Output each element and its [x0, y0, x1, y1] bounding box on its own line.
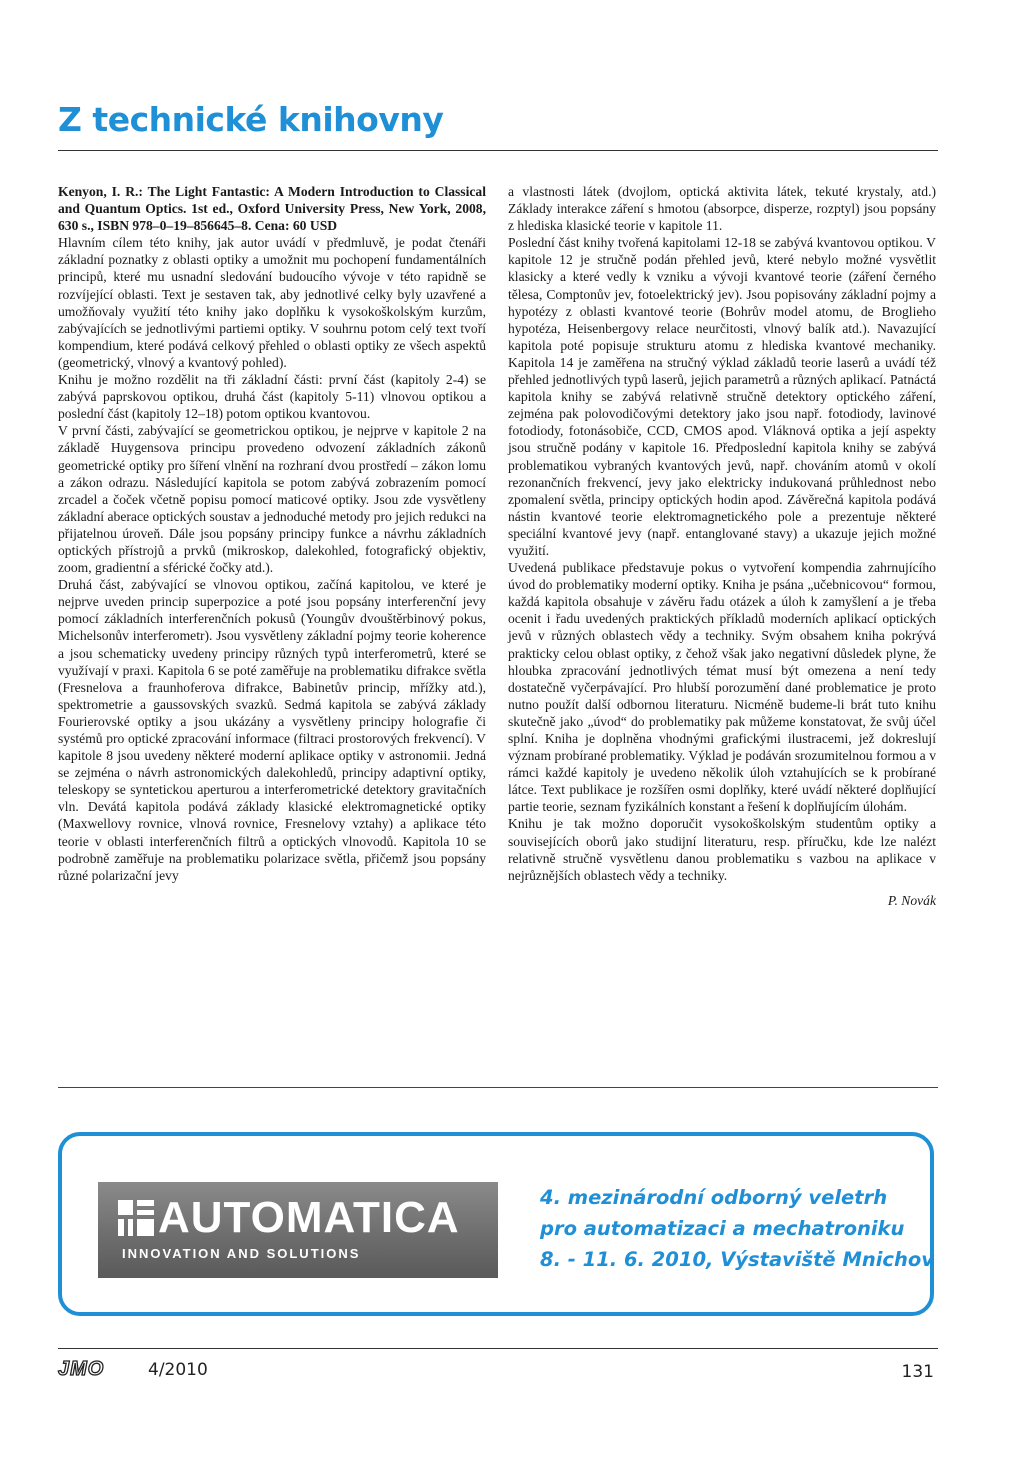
title-divider — [58, 150, 938, 151]
review-column-right — [508, 183, 936, 909]
advert-line: 8. - 11. 6. 2010, Výstaviště Mnichov — [540, 1248, 934, 1271]
logo-tagline: INNOVATION AND SOLUTIONS — [122, 1246, 361, 1261]
logo-name: AUTOMATICA — [158, 1193, 460, 1242]
review-paragraph: a vlastnosti látek (dvojlom, optická aktivita látek, tekuté krystaly, atd.) Základy interakce záření s hmotou (absorpce, disperze, rozptyl) jsou popsány z hlediska klasické teorie v kapitole 11. — [508, 184, 936, 234]
review-paragraph: Knihu je tak možno doporučit vysokoškolským studentům optiky a souvisejících oborů jako studijní literaturu, resp. příručku, kde lze nalézt relativně stručně vysvětlenu danou problematiku s vazbou na aplikace v nejrůznějších oblastech vědy a techniky. — [508, 816, 936, 883]
review-paragraph: Knihu je možno rozdělit na tři základní části: první část (kapitoly 2-4) se zabývá paprskovou optikou, druhá část (kapitoly 5-11) vlnovou optikou a poslední část (kapitoly 12–18) potom optikou kvantovou. — [58, 372, 486, 422]
review-column-left — [58, 183, 486, 884]
automatica-logo — [98, 1182, 498, 1278]
footer-divider — [58, 1348, 938, 1349]
review-author: P. Novák — [887, 892, 936, 908]
review-paragraph: V první části, zabývající se geometrickou optikou, je nejprve v kapitole 2 na základě Huygensova principu provedeno odvození základních zákonů geometrické optiky pro šíření vlnění na rozhraní dvou prostředí – zákon lomu a zákon odrazu. Následující kapitola se potom zabývá zobrazením pomocí zrcadel a čoček včetně popisu pomocí maticové optiky. Jsou zde vysvětleny základní aberace optických soustav a jednoduché metody pro jejich redukci na přijatelnou úroveň. Dále jsou popsány principy funkce a návrhu základních optických přístrojů a prvků (mikroskop, dalekohled, fotografický objektiv, zoom, gradientní a sférické čočky atd.). — [58, 423, 486, 576]
review-paragraph: Druhá část, zabývající se vlnovou optikou, začíná kapitolou, ve které je nejprve uveden princip superpozice a poté jsou popsány interferenční jevy pomocí základních interferenčních pokusů (Youngův dvouštěrbinový pokus, Michelsonův interferometr). Jsou vysvětleny základní pojmy teorie koherence a jsou schematicky uvedeny principy různých typů interferometrů, které se využívají v praxi. Kapitola 6 se poté zaměřuje na problematiku difrakce světla (Fresnelova a fraunhoferova difrakce, Babinetův princip, mřížky atd.), spektrometrie a gaussovských svazků. Sedmá kapitola se zabývá základy Fourierovské optiky a jsou ukázány a vysvětleny principy holografie či systémů pro optické zpracování informace (filtraci prostorových frekvencí). V kapitole 8 jsou uvedeny některé moderní aplikace optiky v astronomii. Jedná se zejména o návrh astronomických dalekohledů, principy adaptivní optiky, teleskopy se syntetickou aperturou a interferometrické detektory gravitačních vln. Devátá kapitola podává základy klasické elektromagnetické optiky (Maxwellovy rovnice, vlnová rovnice, Fresnelovy vztahy) a aplikace této teorie v oblasti interferenčních filtrů a optických vlnovodů. Kapitola 10 se podrobně zaměřuje na problematiku polarizace světla, přičemž jsou popsány různé polarizační jevy — [58, 577, 486, 883]
logo-grid-icon — [118, 1200, 154, 1236]
advert-line: pro automatizaci a mechatroniku — [540, 1217, 905, 1240]
advert-divider — [58, 1087, 938, 1088]
review-paragraph: Hlavním cílem této knihy, jak autor uvádí v předmluvě, je podat čtenáři základní poznatky z oblasti optiky a umožnit mu pochopení fundamentálních principů, které mu usnadní sledování budoucího vývoje v této rapidně se rozvíjející oblasti. Text je sestaven tak, aby jednotlivé celky byly uzavřené a umožňovaly využití této knihy jako doplňku k vysokoškolským kurzům, zabývajících se jednotlivými partiemi optiky. V souhrnu potom celý text tvoří kompendium, které podává celkový přehled o oblasti optiky ze všech aspektů (geometrický, vlnový a kvantový pohled). — [58, 235, 486, 370]
advert-line: 4. mezinárodní odborný veletrh — [540, 1186, 888, 1209]
review-paragraph: Poslední část knihy tvořená kapitolami 12-18 se zabývá kvantovou optikou. V kapitole 12 je stručně podán přehled jevů, které nebylo možné vysvětlit klasicky a které vedly k vzniku a vývoji kvantové teorie (záření černého tělesa, Comptonův jev, fotoelektrický jev). Jsou popisovány základní pojmy a hypotézy z oblasti kvantové teorie (Bohrův model atomu, de Broglieho hypotéza, Heisenbergovy relace neurčitosti, vlnový balík atd.). Navazující kapitola poté popisuje strukturu atomu z hlediska kvantové mechaniky. Kapitola 14 je zaměřena na stručný výklad základů teorie laserů a uvádí též přehled jednotlivých typů laserů, jejich parametrů a různých aplikací. Patnáctá kapitola knihy se zabývá relativně stručně detektory optického záření, zejména pak polovodičovými detektory jako jsou např. fotodiody, lavinové fotodiody, fotonásobiče, CCD, CMOS apod. Vláknová optika a její aspekty jsou stručně podány v kapitole 16. Předposlední kapitola knihy se zabývá problematikou vybraných kvantových jevů, např. chováním atomů v okolí rezonančních frekvencí, jevy jako elektricky indukovaná průhlednost nebo zpomalení světla, principy optických hodin apod. Závěrečná kapitola podává nástin kvantové teorie elektromagnetického pole a prezentuje některé speciální kvantové jevy (např. entanglované stavy) a ukazuje jejich možné využití. — [508, 235, 936, 558]
advert-text — [540, 1182, 934, 1275]
advert-banner — [58, 1132, 934, 1316]
issue-number: 4/2010 — [148, 1360, 208, 1380]
review-paragraph: Uvedená publikace představuje pokus o vytvoření kompendia zahrnujícího úvod do problematiky moderní optiky. Kniha je psána „učebnicovou“ formou, každá kapitola obsahuje v závěru řadu otázek a úloh k zamyšlení a je třeba ocenit i řadu uvedených praktických příkladů moderních aplikací optických jevů v různých oblastech vědy a techniky. Svým obsahem kniha pokrývá prakticky celou oblast optiky, z čehož však jako negativní důsledek plyne, že hloubka zpracování jednotlivých témat musí být omezena a není tedy dostatečně vyčerpávající. Pro hlubší porozumění dané problematice je proto nutno použít další odbornou literaturu. Nicméně budeme-li brát tuto knihu skutečně jako „úvod“ do problematiky pak můžeme konstatovat, že svůj účel splní. Kniha je doplněna vhodnými grafickými ilustracemi, jež dokreslují význam probírané problematiky. Výklad je podáván srozumitelnou formou a v rámci každé kapitoly je uvedeno několik úloh vztahujících se k probírané látce. Text publikace je rozšířen osmi doplňky, které uvádí některé doplňující partie teorie, seznam fyzikálních konstant a řešení k doplňujícím úlohám. — [508, 560, 936, 815]
page-title: Z technické knihovny — [58, 100, 444, 139]
page-number: 131 — [901, 1362, 934, 1382]
book-citation: Kenyon, I. R.: The Light Fantastic: A Modern Introduction to Classical and Quantum Optics. 1st ed., Oxford University Press, New York, 2008, 630 s., ISBN 978–0–19–856645–8. Cena: 60 USD — [58, 184, 486, 234]
journal-logo: JMO — [58, 1358, 105, 1380]
